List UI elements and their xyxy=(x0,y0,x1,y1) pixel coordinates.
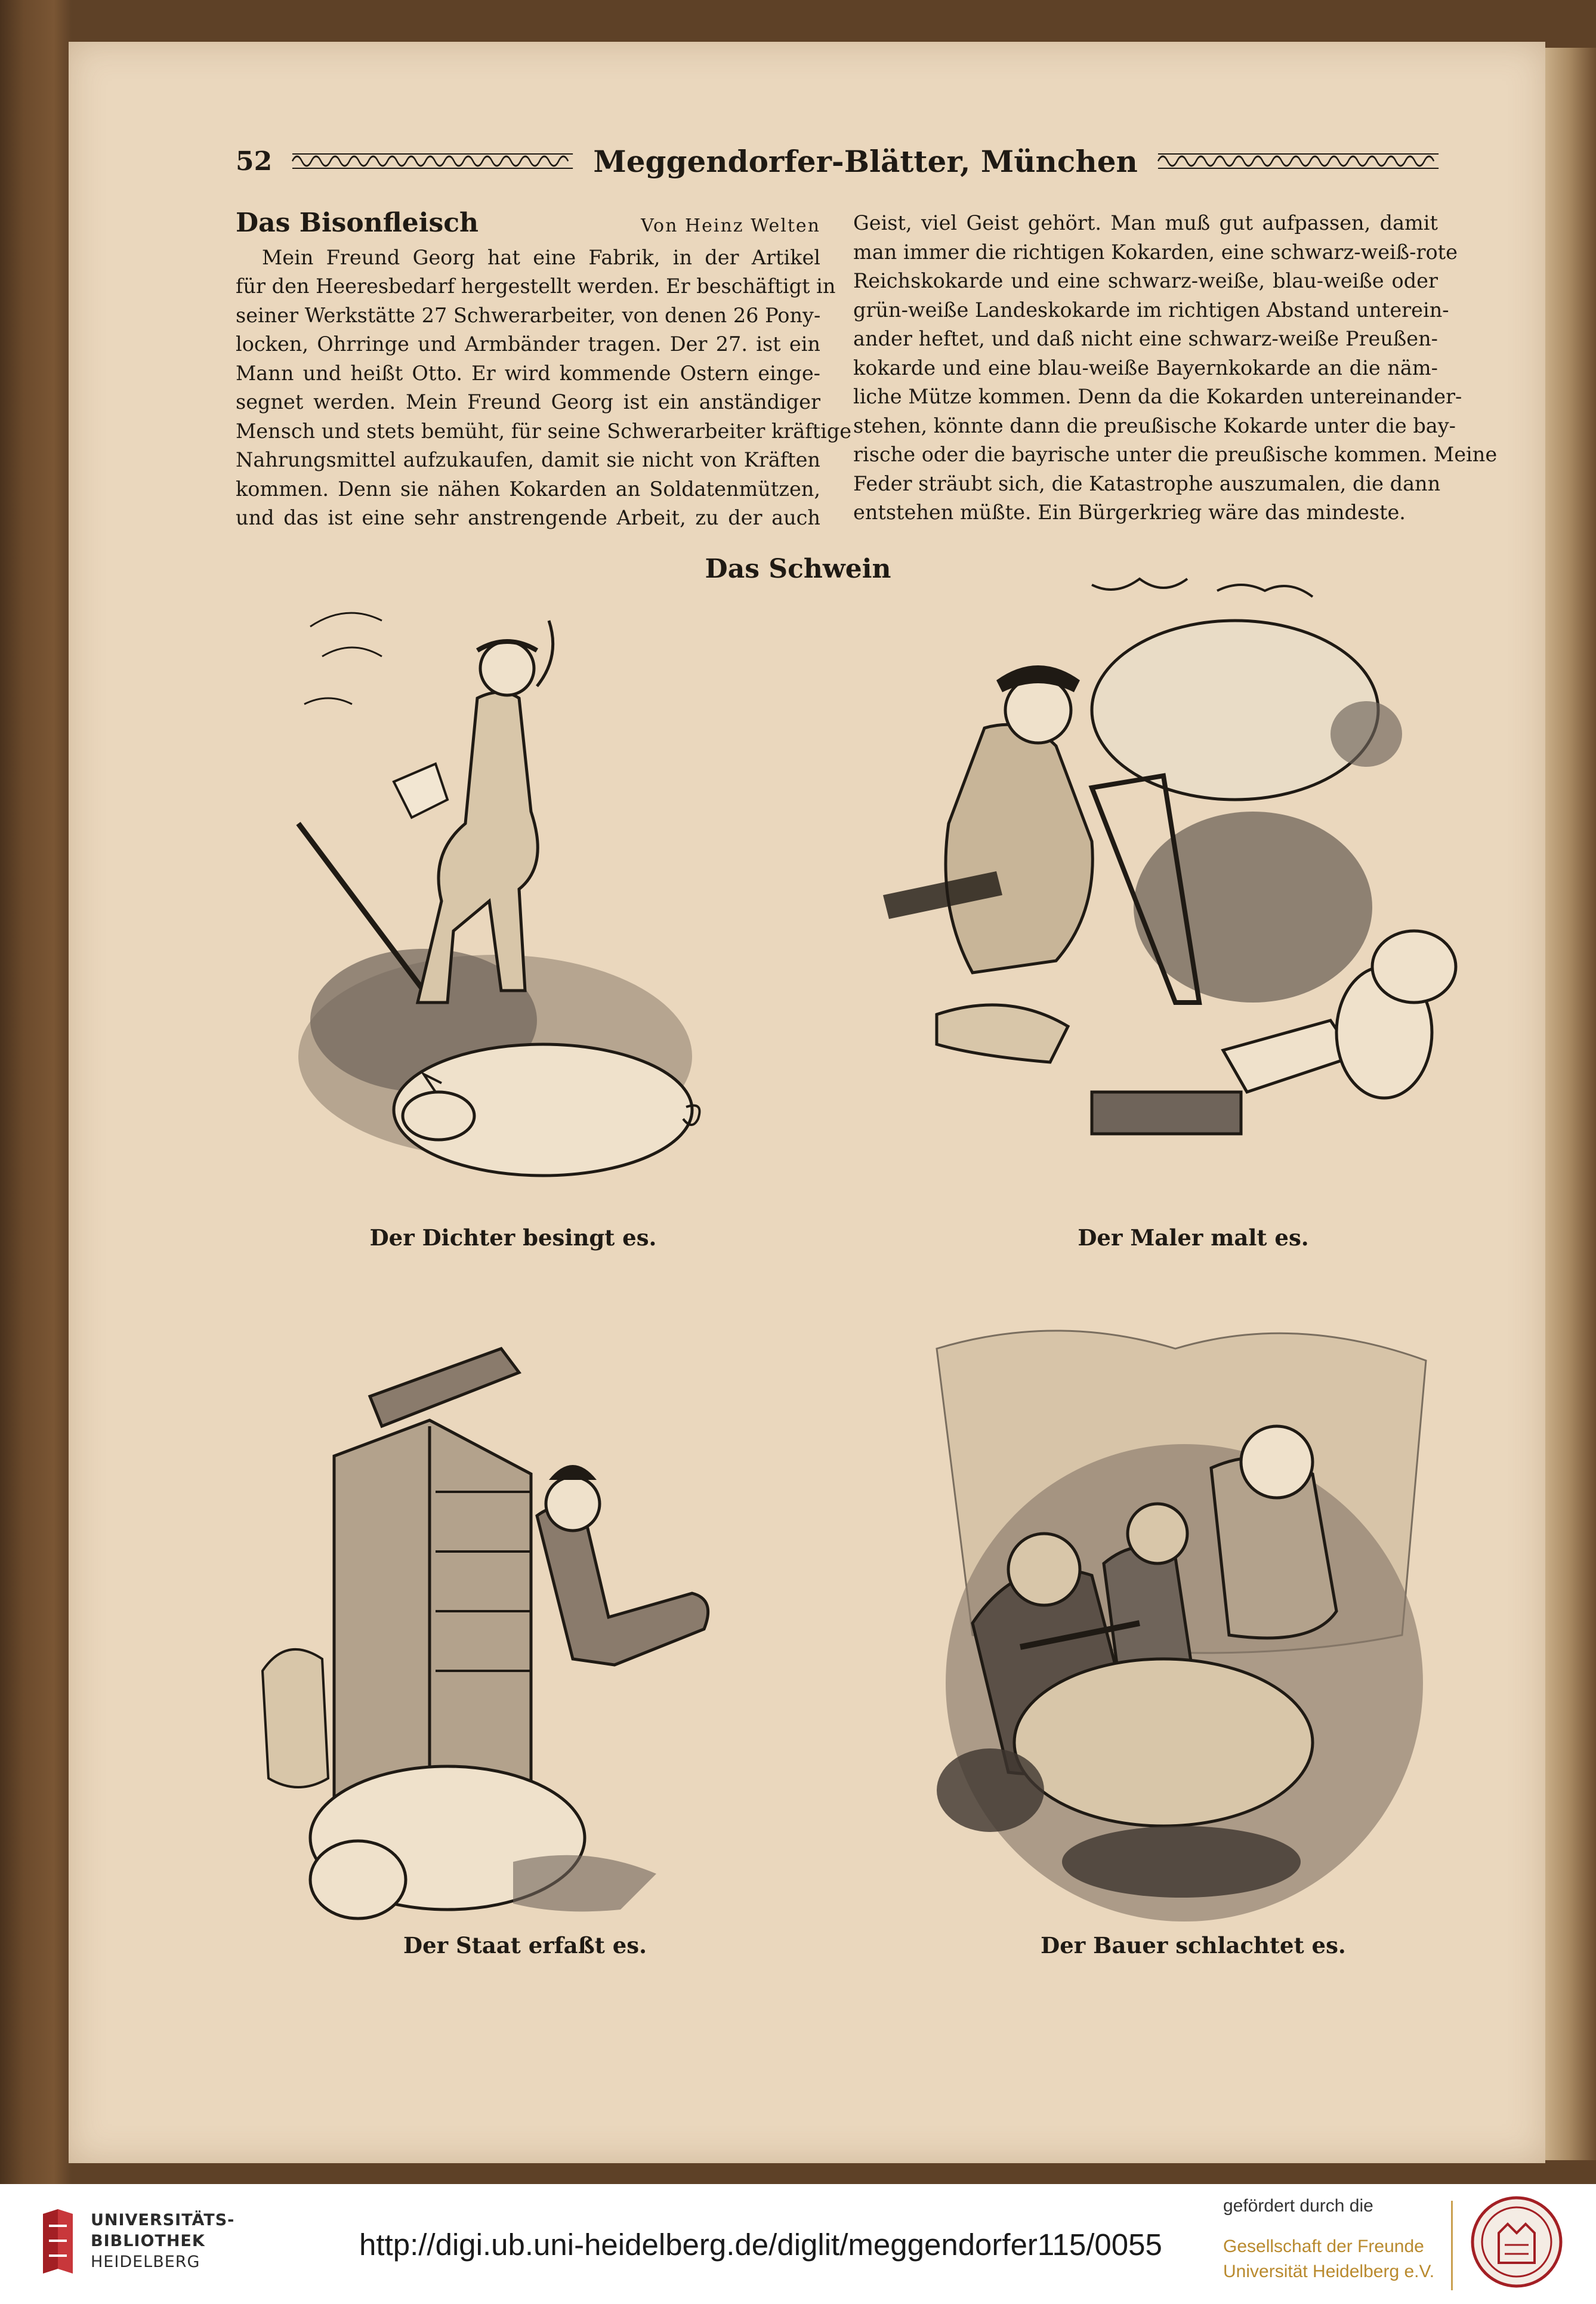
article-column-left xyxy=(236,208,852,533)
illustration-soldier-and-pig xyxy=(251,1325,788,1933)
text-line: kokarde und eine blau-weiße Bayernkokarde an die näm- xyxy=(853,356,1438,380)
library-name-line: HEIDELBERG xyxy=(91,2253,200,2271)
text-line: Mann und heißt Otto. Er wird kommende Ostern einge- xyxy=(236,361,820,385)
text-line: und das ist eine sehr anstrengende Arbeit, zu der auch xyxy=(236,506,820,529)
panel-caption: Der Dichter besingt es. xyxy=(369,1225,657,1251)
page-header xyxy=(236,137,1441,185)
panel-caption: Der Staat erfaßt es. xyxy=(403,1932,647,1958)
text-line: Mensch und stets bemüht, für seine Schwerarbeiter kräftige xyxy=(236,419,852,443)
society-name-line: Universität Heidelberg e.V. xyxy=(1223,2262,1435,2281)
panel-caption: Der Bauer schlachtet es. xyxy=(1041,1932,1346,1958)
illustration-painter-and-pig xyxy=(865,573,1474,1182)
text-line: Geist, viel Geist gehört. Man muß gut aufpassen, damit xyxy=(853,211,1438,235)
text-line: für den Heeresbedarf hergestellt werden. Er beschäftigt in xyxy=(236,274,836,298)
funded-by-text: gefördert durch die xyxy=(1223,2196,1373,2216)
article-heading xyxy=(236,209,820,241)
text-line: Nahrungsmittel aufzukaufen, damit sie nicht von Kräften xyxy=(236,448,820,471)
text-line: Mein Freund Georg hat eine Fabrik, in der Artikel xyxy=(262,245,820,269)
library-name-line: UNIVERSITÄTS- xyxy=(91,2211,235,2229)
text-line: liche Mütze kommen. Denn da die Kokarden untereinander- xyxy=(853,385,1462,408)
left-ornament-scroll xyxy=(290,149,575,173)
text-line: kommen. Denn sie nähen Kokarden an Soldatenmützen, xyxy=(236,477,820,501)
text-line: entstehen müßte. Ein Bürgerkrieg wäre das mindeste. xyxy=(853,501,1406,524)
page-number: 52 xyxy=(236,146,273,177)
university-seal-icon xyxy=(1469,2191,1564,2293)
source-url-link[interactable]: http://digi.ub.uni-heidelberg.de/diglit/meggendorfer115/0055 xyxy=(359,2228,1162,2262)
cartoon-title: Das Schwein xyxy=(705,554,891,584)
page-edge xyxy=(1545,48,1596,2160)
university-library-logo-icon xyxy=(37,2208,79,2274)
text-line: man immer die richtigen Kokarden, eine schwarz-weiß-rote xyxy=(853,240,1458,264)
right-ornament-scroll xyxy=(1156,149,1441,173)
illustration-poet-and-pig xyxy=(286,603,740,1205)
text-line: rische oder die bayrische unter die preußische kommen. Meine xyxy=(853,443,1498,466)
panel-caption: Der Maler malt es. xyxy=(1078,1225,1309,1251)
article-title: Das Bisonfleisch xyxy=(236,208,479,238)
text-line: Feder sträubt sich, die Katastrophe auszumalen, die dann xyxy=(853,471,1441,495)
illustration-butchering-pig xyxy=(901,1313,1468,1927)
text-line: ander heftet, und daß nicht eine schwarz-weiße Preußen- xyxy=(853,327,1438,350)
article-author: Von Heinz Welten xyxy=(641,215,820,236)
library-name-line: BIBLIOTHEK xyxy=(91,2232,205,2250)
footer-divider xyxy=(1451,2201,1453,2290)
text-line: Reichskokarde und eine schwarz-weiße, blau-weiße oder xyxy=(853,269,1438,292)
text-line: grün-weiße Landeskokarde im richtigen Abstand unterein- xyxy=(853,298,1449,322)
text-line: segnet werden. Mein Freund Georg ist ein anständiger xyxy=(236,390,820,414)
text-line: seiner Werkstätte 27 Schwerarbeiter, von denen 26 Pony- xyxy=(236,303,821,327)
text-line: stehen, könnte dann die preußische Kokarde unter die bay- xyxy=(853,414,1456,437)
society-name-line: Gesellschaft der Freunde xyxy=(1223,2237,1424,2256)
article-column-right xyxy=(853,209,1498,528)
text-line: locken, Ohrringe und Armbänder tragen. Der 27. ist ein xyxy=(236,332,820,356)
journal-title: Meggendorfer-Blätter, München xyxy=(593,143,1138,179)
